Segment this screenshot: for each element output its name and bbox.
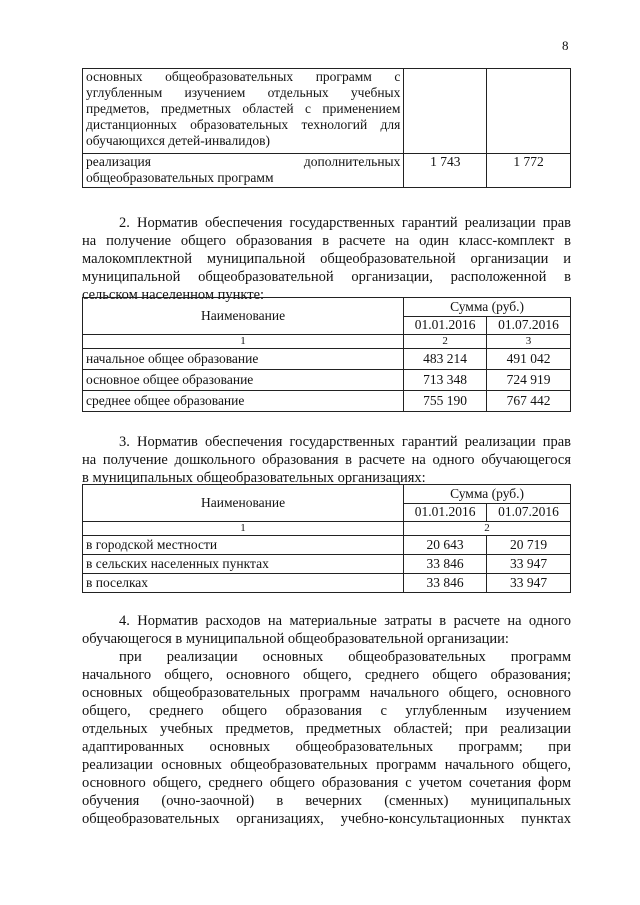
row-value: 20 643 — [404, 536, 487, 555]
column-number: 1 — [83, 335, 404, 349]
header-sum: Сумма (руб.) — [404, 298, 571, 317]
text-line: 2. Норматив обеспечения государственных гарантий реализации прав — [119, 215, 571, 231]
header-date: 01.07.2016 — [487, 503, 571, 522]
column-number-row — [83, 335, 571, 349]
row-value: 33 947 — [487, 574, 571, 593]
header-date: 01.07.2016 — [487, 316, 571, 335]
row-text-cell — [83, 69, 404, 154]
text-line: предметов, предметных областей с применением — [86, 101, 401, 116]
row-value: 767 442 — [487, 391, 571, 412]
row-value: 33 947 — [487, 555, 571, 574]
row-name: основное общее образование — [83, 370, 404, 391]
row-value: 755 190 — [404, 391, 487, 412]
row-name: среднее общее образование — [83, 391, 404, 412]
text-line: основного общего, среднего общего образования с учетом сочетания форм — [82, 775, 571, 791]
text-line: сельском населенном пункте: — [82, 287, 265, 303]
text-line: при реализации основных общеобразовательных программ — [119, 649, 571, 665]
text-line: основных общеобразовательных программ начального общего, основного — [82, 685, 571, 701]
header-sum: Сумма (руб.) — [404, 485, 571, 504]
text-line: начального общего, основного общего, среднего общего образования; — [82, 667, 571, 683]
column-number-row — [83, 522, 571, 536]
column-number: 1 — [83, 522, 404, 536]
empty-cell — [487, 69, 571, 154]
table-row — [83, 391, 571, 412]
row-name: начальное общее образование — [83, 349, 404, 370]
row-value: 483 214 — [404, 349, 487, 370]
table-row — [83, 69, 571, 154]
header-name: Наименование — [83, 298, 404, 335]
column-number: 2 — [404, 522, 571, 536]
header-row — [83, 485, 571, 504]
text-line: реализация дополнительных — [86, 154, 401, 169]
header-date: 01.01.2016 — [404, 503, 487, 522]
table-row — [83, 536, 571, 555]
paragraph-3 — [82, 433, 571, 487]
header-date: 01.01.2016 — [404, 316, 487, 335]
text-line: в муниципальных общеобразовательных организациях: — [82, 470, 426, 486]
column-number: 2 — [404, 335, 487, 349]
text-line: обучающихся детей-инвалидов) — [86, 133, 270, 148]
text-line: 3. Норматив обеспечения государственных гарантий реализации прав — [119, 434, 571, 450]
text-line: общеобразовательных программ — [86, 170, 274, 185]
rural-norms-table — [82, 297, 571, 412]
row-name: в поселках — [83, 574, 404, 593]
text-line: 4. Норматив расходов на материальные затраты в расчете на одного — [119, 613, 571, 629]
row-value: 491 042 — [487, 349, 571, 370]
value-cell: 1 772 — [487, 154, 571, 188]
row-value: 33 846 — [404, 574, 487, 593]
text-line: общего, среднего общего образования с углубленным изучением — [82, 703, 571, 719]
row-name: в сельских населенных пунктах — [83, 555, 404, 574]
row-value: 33 846 — [404, 555, 487, 574]
text-line: на получение дошкольного образования в расчете на одного обучающегося — [82, 452, 571, 468]
text-line: основных общеобразовательных программ с — [86, 69, 401, 84]
preschool-norms-table — [82, 484, 571, 593]
row-name: в городской местности — [83, 536, 404, 555]
text-line: обучающегося в муниципальной общеобразовательной организации: — [82, 631, 509, 647]
table-row — [83, 574, 571, 593]
text-line: реализации основных общеобразовательных программ начального общего, — [82, 757, 571, 773]
table-row — [83, 555, 571, 574]
text-line: общеобразовательных организациях, учебно-консультационных пунктах — [82, 811, 571, 827]
text-line: углубленным изучением отдельных учебных — [86, 85, 401, 100]
text-line: муниципальной общеобразовательной организации, расположенной в — [82, 269, 571, 285]
page-number: 8 — [562, 38, 569, 53]
row-value: 713 348 — [404, 370, 487, 391]
row-value: 20 719 — [487, 536, 571, 555]
paragraph-5 — [82, 648, 571, 828]
text-line: адаптированных основных общеобразовательных программ; при — [82, 739, 571, 755]
table-row — [83, 154, 571, 188]
header-name: Наименование — [83, 485, 404, 522]
paragraph-4 — [82, 612, 571, 648]
paragraph-2 — [82, 214, 571, 304]
row-text-cell — [83, 154, 404, 188]
header-row — [83, 298, 571, 317]
text-line: обучения (очно-заочной) в вечерних (сменных) муниципальных — [82, 793, 571, 809]
table-row — [83, 349, 571, 370]
text-line: малокомплектной муниципальной общеобразовательной организации и — [82, 251, 571, 267]
column-number: 3 — [487, 335, 571, 349]
row-value: 724 919 — [487, 370, 571, 391]
table-row — [83, 370, 571, 391]
empty-cell — [404, 69, 487, 154]
text-line: на получение общего образования в расчете на один класс-комплект в — [82, 233, 571, 249]
text-line: дистанционных образовательных технологий для — [86, 117, 401, 132]
value-cell: 1 743 — [404, 154, 487, 188]
text-line: отдельных учебных предметов, предметных областей; при реализации — [82, 721, 571, 737]
continuation-table — [82, 68, 571, 188]
